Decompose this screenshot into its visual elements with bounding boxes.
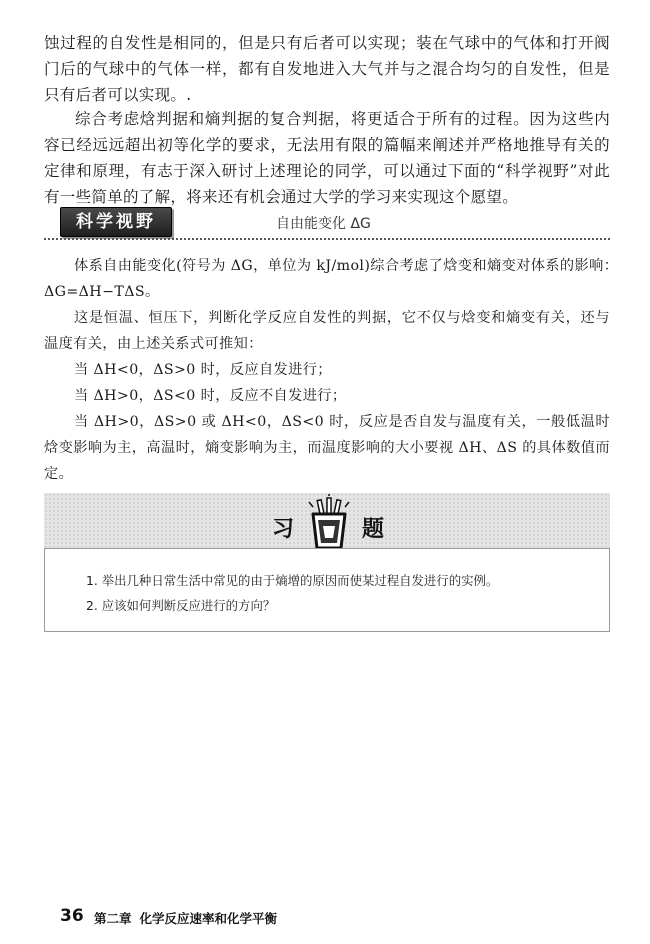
chapter-number: 第二章 xyxy=(94,911,132,926)
page-number: 36 xyxy=(60,906,84,926)
body-paragraph-2: 综合考虑焓判据和熵判据的复合判据，将更适合于所有的过程。因为这些内容已经远远超出初等化学的要求，无法用有限的篇幅来阐述并严格地推导有关的定律和原理，有志于深入研讨上述理论的同学，可以通过下面的“科学视野”对此有一些简单的了解，将来还有机会通过大学的学习来实现这个愿望。 xyxy=(44,110,610,206)
science-view-logo: 科学视野 xyxy=(60,207,172,237)
science-view-body xyxy=(44,253,619,487)
pencil-cup-icon xyxy=(299,494,359,554)
dotted-divider xyxy=(44,238,610,240)
exercise-title-char-2: 题 xyxy=(362,517,385,542)
exercise-title-char-1: 习 xyxy=(272,517,295,542)
science-case-2: 当 ΔH>0，ΔS<0 时，反应不自发进行； xyxy=(74,388,347,404)
science-case-3: 当 ΔH>0，ΔS>0 或 ΔH<0，ΔS<0 时，反应是否自发与温度有关，一般低温时焓变影响为主，高温时，熵变影响为主，而温度影响的大小要视 ΔH、ΔS 的具体数值而定。 xyxy=(44,414,610,482)
science-paragraph-2: 这是恒温、恒压下，判断化学反应自发性的判据，它不仅与焓变和熵变有关，还与温度有关，由上述关系式可推知： xyxy=(44,310,610,352)
science-formula: ΔG=ΔH−TΔS。 xyxy=(44,284,160,300)
science-case-1: 当 ΔH<0，ΔS>0 时，反应自发进行； xyxy=(74,362,332,378)
science-line-1: 体系自由能变化(符号为 ΔG，单位为 kJ/mol)综合考虑了焓变和熵变对体系的影响： xyxy=(74,258,619,274)
exercise-item-1: 1. 举出几种日常生活中常见的由于熵增的原因而使某过程自发进行的实例。 xyxy=(86,573,499,588)
science-view-title: 自由能变化 ΔG xyxy=(276,216,371,232)
chapter-label xyxy=(94,909,277,927)
body-paragraph-1: 蚀过程的自发性是相同的，但是只有后者可以实现；装在气球中的气体和打开阀门后的气球中的气体一样，都有自发地进入大气并与之混合均匀的自发性，但是只有后者可以实现。. xyxy=(44,34,610,104)
exercise-list xyxy=(86,568,606,618)
chapter-title: 化学反应速率和化学平衡 xyxy=(139,911,278,926)
page-footer xyxy=(60,906,620,930)
exercise-item-2: 2. 应该如何判断反应进行的方向？ xyxy=(86,598,276,613)
